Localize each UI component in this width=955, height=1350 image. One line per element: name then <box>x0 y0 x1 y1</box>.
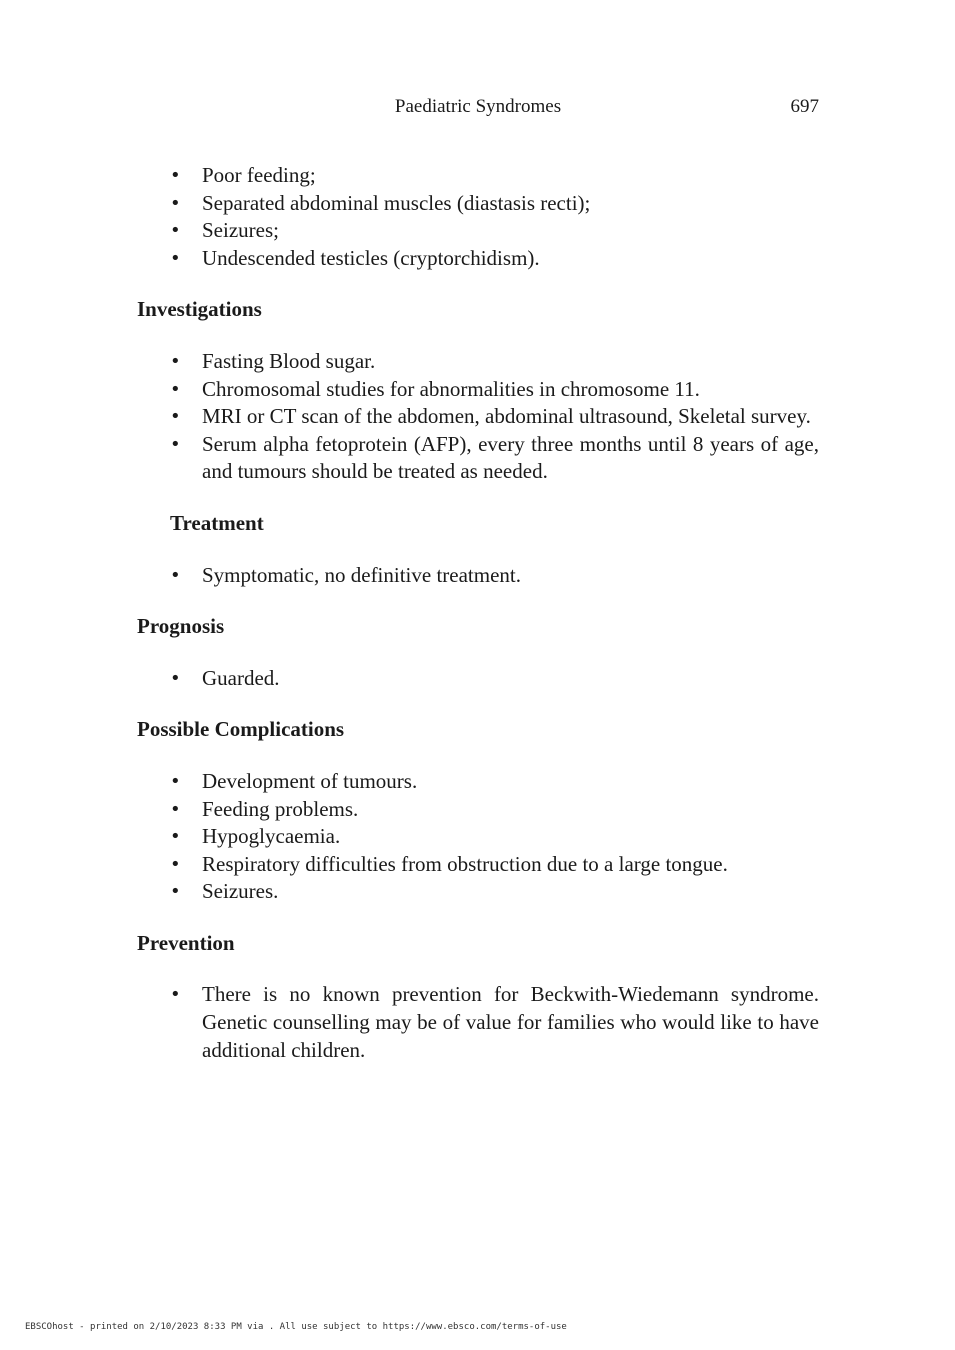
prevention-heading: Prevention <box>137 930 235 955</box>
list-item: • Development of tumours. <box>137 768 819 796</box>
page-number: 697 <box>790 96 819 117</box>
running-header <box>137 96 819 122</box>
page-body <box>137 162 819 1064</box>
list-item: • Seizures; <box>137 217 819 245</box>
list-item: • Respiratory difficulties from obstruction due to a large tongue. <box>137 851 819 879</box>
list-item: • Serum alpha fetoprotein (AFP), every three months until 8 years of age, and tumours should be treated as needed. <box>137 431 819 486</box>
symptoms-list <box>137 162 819 272</box>
list-item: • Separated abdominal muscles (diastasis recti); <box>137 190 819 218</box>
running-title: Paediatric Syndromes <box>394 96 562 117</box>
list-item: • MRI or CT scan of the abdomen, abdominal ultrasound, Skeletal survey. <box>137 403 819 431</box>
list-item: • Symptomatic, no definitive treatment. <box>137 562 819 590</box>
prevention-list <box>137 981 819 1064</box>
list-item: • Hypoglycaemia. <box>137 823 819 851</box>
treatment-list <box>137 562 819 590</box>
complications-heading: Possible Complications <box>137 717 345 742</box>
list-item: • Guarded. <box>137 665 819 693</box>
investigations-heading: Investigations <box>137 297 262 322</box>
print-footer: EBSCOhost - printed on 2/10/2023 8:33 PM via . All use subject to https://www.ebsco.com/terms-of-use <box>25 1322 567 1332</box>
list-item: • Fasting Blood sugar. <box>137 348 819 376</box>
complications-list <box>137 768 819 906</box>
list-item: • Seizures. <box>137 878 819 906</box>
list-item: • Undescended testicles (cryptorchidism). <box>137 245 819 273</box>
list-item: • Chromosomal studies for abnormalities in chromosome 11. <box>137 376 819 404</box>
investigations-list <box>137 348 819 486</box>
prognosis-heading: Prognosis <box>137 614 225 639</box>
list-item: • Feeding problems. <box>137 796 819 824</box>
prognosis-list <box>137 665 819 693</box>
list-item: • There is no known prevention for Beckwith-Wiedemann syndrome. Genetic counselling may be of value for families who would like to have additional children. <box>137 981 819 1064</box>
list-item: • Poor feeding; <box>137 162 819 190</box>
treatment-heading: Treatment <box>170 510 264 535</box>
